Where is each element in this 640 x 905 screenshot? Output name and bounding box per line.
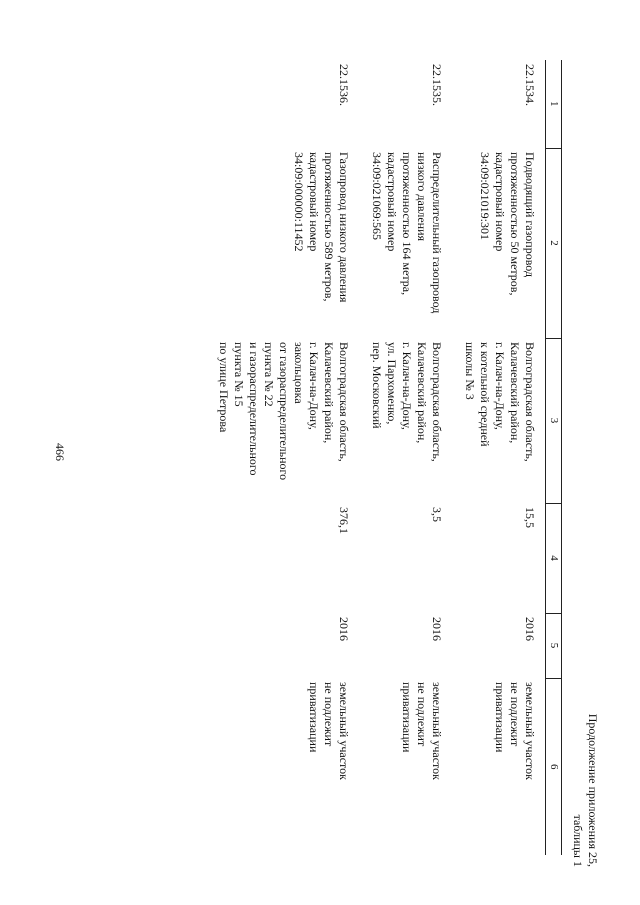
- object-name: Газопровод низкого давления протяженностью 589 метров, кадастровый номер 34:09:000000:11452: [292, 152, 351, 303]
- note: земельный участок не подлежит приватизации: [307, 682, 351, 780]
- property-table: [206, 60, 562, 855]
- year: 2016: [430, 617, 444, 641]
- column-header-6: 6: [546, 678, 562, 855]
- year: 2016: [337, 617, 351, 641]
- object-address: Волгоградская область, Калачевский район, г. Калач-на-Дону, ул. Пархоменко, пер. Московский: [370, 342, 444, 462]
- column-header-4: 4: [546, 503, 562, 613]
- land-area: 376,1: [337, 507, 351, 534]
- header-row: [546, 60, 562, 855]
- table-row: [452, 60, 546, 855]
- row-number: 22.1535.: [430, 64, 444, 106]
- land-area: 15,5: [523, 507, 537, 528]
- object-name: Подводящий газопровод протяженностью 50 метров, кадастровый номер 34:09:021019:301: [478, 152, 537, 296]
- note: земельный участок не подлежит приватизации: [493, 682, 537, 780]
- object-name: Распределительный газопровод низкого давления протяженностью 164 метра, кадастровый номер 34:09:021069:565: [370, 152, 444, 314]
- land-area: 3,5: [430, 507, 444, 522]
- year: 2016: [523, 617, 537, 641]
- column-header-1: 1: [546, 60, 562, 148]
- row-number: 22.1536.: [337, 64, 351, 106]
- table-row: [206, 60, 359, 855]
- table-row: [359, 60, 452, 855]
- object-address: Волгоградская область, Калачевский район, г. Калач-на-Дону, закольцовка от газораспределительного пункта № 22 и газораспределительного пункта № 15 по улице Петрова: [217, 342, 351, 481]
- column-header-2: 2: [546, 148, 562, 338]
- page-number: 466: [53, 443, 67, 461]
- table-caption: Продолжение приложения 25, таблицы 1: [571, 713, 600, 867]
- row-number: 22.1534.: [523, 64, 537, 106]
- column-header-5: 5: [546, 613, 562, 678]
- object-address: Волгоградская область, Калачевский район, г. Калач-на-Дону, к котельной средней школы № 3: [463, 342, 537, 462]
- note: земельный участок не подлежит приватизации: [400, 682, 444, 780]
- column-header-3: 3: [546, 338, 562, 503]
